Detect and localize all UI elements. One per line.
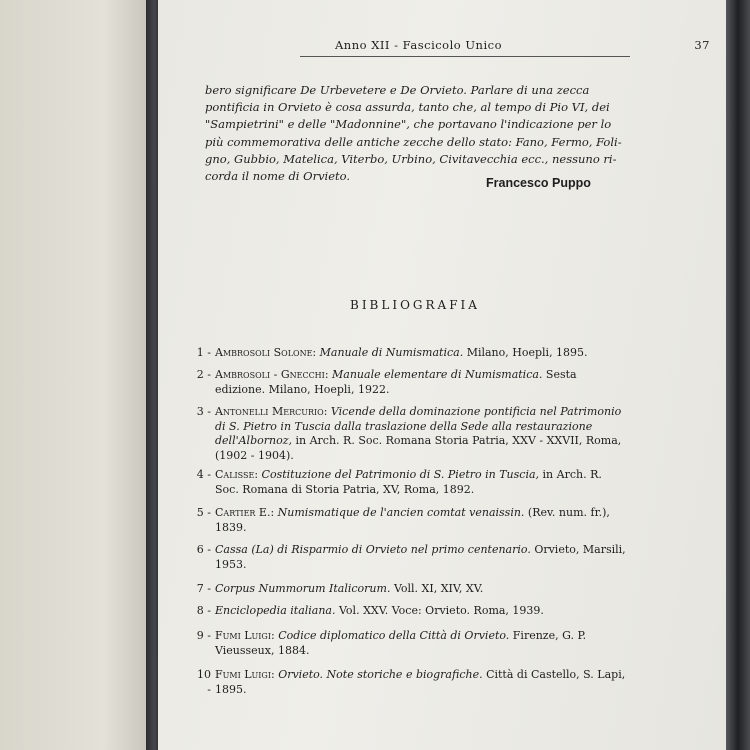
header-rule [300,56,630,57]
page-number: 37 [694,38,710,52]
entry-number: 6 - [196,543,211,556]
paragraph-line: corda il nome di Orvieto. [205,169,351,184]
entry-work: Manuale elementare di Numismatica. [332,368,543,381]
paragraph-line: pontificia in Orvieto è cosa assurda, tanto che, al tempo di Pio VI, dei [205,100,610,115]
article-author: Francesco Puppo [486,176,591,190]
entry-author: Cartier E.: [215,506,275,519]
entry-work: Codice diplomatico della Città di Orvieto. [278,629,510,642]
entry-work: Numismatique de l'ancien comtat venaissin. [277,506,525,519]
entry-details: in Arch. R. Soc. Romana di Storia Patria, XV, Roma, 1892. [215,468,602,496]
entry-work: Corpus Nummorum Italicorum. [215,582,391,595]
entry-details: Città di Castello, S. Lapi, 1895. [215,668,626,696]
entry-work: Orvieto. Note storiche e biografiche. [278,668,483,681]
entry-number: 3 - [196,405,211,418]
left-page [0,0,148,750]
page-edge [726,0,750,750]
entry-number: 7 - [196,582,211,595]
entry-details: Firenze, G. P. Vieusseux, 1884. [215,629,587,657]
entry-work: Manuale di Numismatica. [319,346,464,359]
bibliography-heading: BIBLIOGRAFIA [350,298,480,312]
entry-author: Ambrosoli - Gnecchi: [215,368,329,381]
entry-author: Ambrosoli Solone: [215,346,317,359]
entry-number: 9 - [196,629,211,642]
entry-details: (Rev. num. fr.), 1839. [215,506,610,534]
entry-details: Vol. XXV. Voce: Orvieto. Roma, 1939. [339,604,544,617]
entry-details: Voll. XI, XIV, XV. [393,582,484,595]
entry-work: Costituzione del Patrimonio di S. Pietro in Tuscia, [261,468,540,481]
entry-details: Milano, Hoepli, 1895. [466,346,588,359]
entry-work: Enciclopedia italiana. [215,604,336,617]
paragraph-line: bero significare De Urbevetere e De Orvieto. Parlare di una zecca [205,83,590,97]
entry-number: 10 - [197,668,211,696]
entry-number: 1 - [196,346,211,359]
entry-details: Orvieto, Marsili, 1953. [215,543,626,571]
entry-number: 2 - [196,368,211,381]
entry-number: 4 - [196,468,211,481]
entry-author: Fumi Luigi: [215,668,275,681]
paragraph-line: gno, Gubbio, Matelica, Viterbo, Urbino, Civitavecchia ecc., nessuno ri- [205,151,617,166]
entry-number: 5 - [196,506,211,519]
entry-author: Antonelli Mercurio: [215,405,328,418]
entry-number: 8 - [196,604,211,617]
entry-details: in Arch. R. Soc. Romana Storia Patria, XXV - XXVII, Roma, (1902 - 1904). [215,434,622,462]
entry-author: Fumi Luigi: [215,629,275,642]
entry-author: Calisse: [215,468,259,481]
paragraph-line: "Sampietrini" e delle "Madonnine", che portavano l'indicazione per lo [205,117,612,132]
entry-details: Sesta edizione. Milano, Hoepli, 1922. [215,368,577,396]
header-title: Anno XII - Fascicolo Unico [335,38,503,52]
entry-work: Vicende della dominazione pontificia nel Patrimonio di S. Pietro in Tuscia dalla traslazione della Sede alla restaurazione dell'Albornoz, [215,405,622,447]
closing-paragraph [205,82,625,185]
paragraph-line: più commemorativa delle antiche zecche dello stato: Fano, Fermo, Foli- [205,134,622,149]
entry-work: Cassa (La) di Risparmio di Orvieto nel primo centenario. [215,543,531,556]
